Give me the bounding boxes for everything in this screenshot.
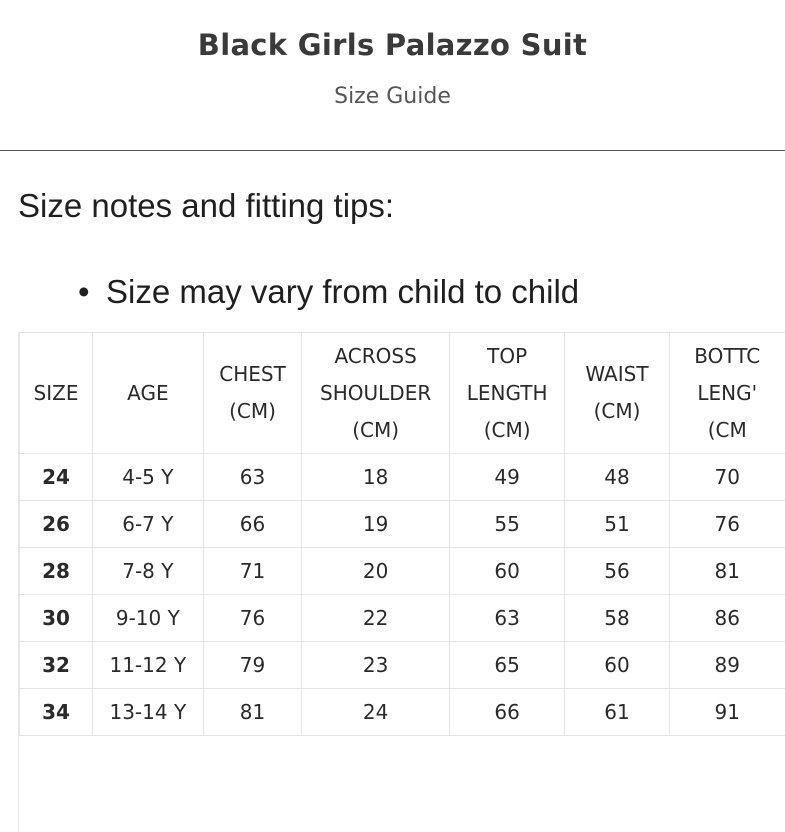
column-header-line: SIZE: [33, 380, 79, 405]
size-cell: 28: [20, 548, 93, 595]
column-header-chest: [203, 333, 302, 454]
top-length-cell: 60: [449, 548, 565, 595]
size-notes-heading: Size notes and fitting tips:: [18, 187, 395, 224]
table-row: [20, 548, 785, 595]
age-cell: 13-14 Y: [93, 689, 204, 736]
column-header-line: (CM): [229, 399, 276, 423]
table-body: [20, 454, 785, 736]
across-shoulder-cell: 24: [302, 689, 449, 736]
top-length-cell: 49: [449, 454, 565, 501]
size-cell: 30: [20, 595, 93, 642]
table-header-row: [20, 333, 785, 454]
column-header-line: BOTTC: [694, 343, 761, 368]
column-header-age: [93, 333, 204, 454]
column-header-line: WAIST: [585, 362, 649, 386]
column-header-line: LENG': [697, 380, 758, 405]
waist-cell: 48: [565, 454, 669, 501]
size-cell: 34: [20, 689, 93, 736]
top-length-cell: 55: [449, 501, 565, 548]
page-header: [0, 0, 785, 151]
product-title: Black Girls Palazzo Suit: [197, 28, 588, 62]
column-header-line: LENGTH: [466, 380, 548, 405]
top-length-cell: 65: [449, 642, 565, 689]
waist-cell: 51: [565, 501, 669, 548]
column-header-across-shoulder: [302, 333, 449, 454]
waist-cell: 61: [565, 689, 669, 736]
top-length-cell: 63: [449, 595, 565, 642]
table-row: [20, 595, 785, 642]
age-cell: 6-7 Y: [93, 501, 204, 548]
column-header-line: CHEST: [219, 362, 286, 386]
age-cell: 4-5 Y: [93, 454, 204, 501]
bottom-length-cell: 89: [669, 642, 785, 689]
across-shoulder-cell: 20: [302, 548, 449, 595]
bottom-length-cell: 81: [669, 548, 785, 595]
column-header-line: SHOULDER: [320, 380, 432, 405]
chest-cell: 63: [203, 454, 302, 501]
size-cell: 24: [20, 454, 93, 501]
waist-cell: 58: [565, 595, 669, 642]
size-table: [19, 332, 785, 736]
across-shoulder-cell: 23: [302, 642, 449, 689]
column-header-line: (CM): [593, 399, 641, 423]
size-guide-subtitle: Size Guide: [334, 84, 451, 109]
age-cell: 9-10 Y: [93, 595, 204, 642]
bottom-length-cell: 76: [669, 501, 785, 548]
column-header-line: AGE: [127, 380, 169, 405]
size-note-item: [78, 273, 579, 311]
column-header-bottom-length: [669, 333, 785, 454]
size-table-container[interactable]: [18, 332, 785, 832]
column-header-line: TOP: [487, 343, 528, 368]
table-row: [20, 501, 785, 548]
chest-cell: 81: [203, 689, 302, 736]
across-shoulder-cell: 18: [302, 454, 449, 501]
column-header-line: ACROSS: [334, 343, 417, 368]
age-cell: 7-8 Y: [93, 548, 204, 595]
table-row: [20, 642, 785, 689]
column-header-size: [20, 333, 93, 454]
chest-cell: 76: [203, 595, 302, 642]
across-shoulder-cell: 19: [302, 501, 449, 548]
size-cell: 26: [20, 501, 93, 548]
size-note-text: Size may vary from child to child: [106, 273, 580, 310]
table-row: [20, 689, 785, 736]
waist-cell: 60: [565, 642, 669, 689]
column-header-line: (CM: [707, 417, 747, 442]
column-header-top-length: [449, 333, 565, 454]
chest-cell: 66: [203, 501, 302, 548]
chest-cell: 71: [203, 548, 302, 595]
column-header-line: (CM): [352, 417, 400, 442]
column-header-line: (CM): [483, 417, 531, 442]
chest-cell: 79: [203, 642, 302, 689]
column-header-waist: [565, 333, 669, 454]
table-row: [20, 454, 785, 501]
age-cell: 11-12 Y: [93, 642, 204, 689]
bottom-length-cell: 70: [669, 454, 785, 501]
bottom-length-cell: 86: [669, 595, 785, 642]
across-shoulder-cell: 22: [302, 595, 449, 642]
top-length-cell: 66: [449, 689, 565, 736]
size-cell: 32: [20, 642, 93, 689]
bottom-length-cell: 91: [669, 689, 785, 736]
bullet-icon: •: [78, 273, 90, 310]
waist-cell: 56: [565, 548, 669, 595]
